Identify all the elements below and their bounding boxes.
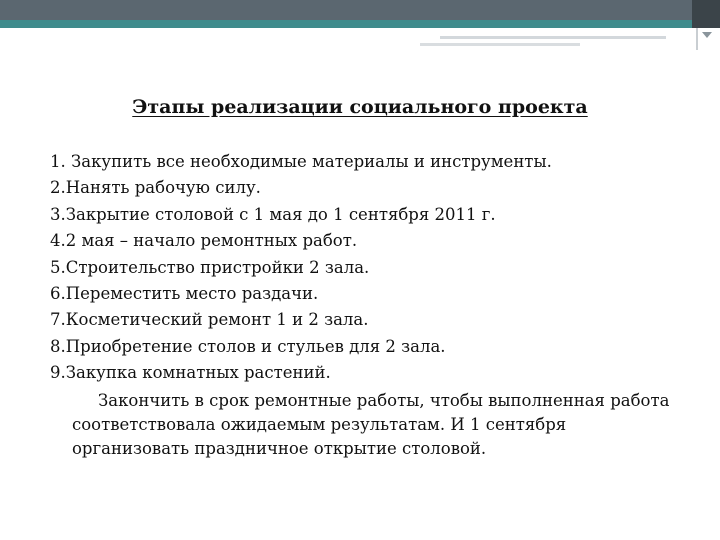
list-item: 5.Строительство пристройки 2 зала. (50, 257, 370, 277)
conclusion-paragraph: Закончить в срок ремонтные работы, чтобы выполненная работа соответствовала ожидаемым результатам. И 1 сентября организовать праздничное открытие столовой. (72, 391, 670, 458)
chevron-down-icon (702, 32, 712, 38)
steps-list (50, 149, 552, 387)
list-item: 2.Нанять рабочую силу. (50, 178, 261, 198)
list-item: 3.Закрытие столовой с 1 мая до 1 сентября 2011 г. (50, 204, 496, 224)
list-item: 8.Приобретение столов и стульев для 2 зала. (50, 336, 446, 356)
header-band-corner (692, 0, 720, 28)
teal-stripe (0, 20, 720, 28)
list-item: 9.Закупка комнатных растений. (50, 363, 331, 383)
list-item: 1. Закупить все необходимые материалы и инструменты. (50, 152, 552, 171)
slide-title: Этапы реализации социального проекта (132, 96, 588, 118)
slide-corner-tab (696, 28, 720, 50)
decorative-line (440, 36, 666, 39)
list-item: 7.Косметический ремонт 1 и 2 зала. (50, 310, 369, 330)
list-item: 4.2 мая – начало ремонтных работ. (50, 231, 358, 251)
list-item: 6.Переместить место раздачи. (50, 284, 319, 304)
header-band (0, 0, 720, 28)
decorative-line (420, 43, 580, 46)
